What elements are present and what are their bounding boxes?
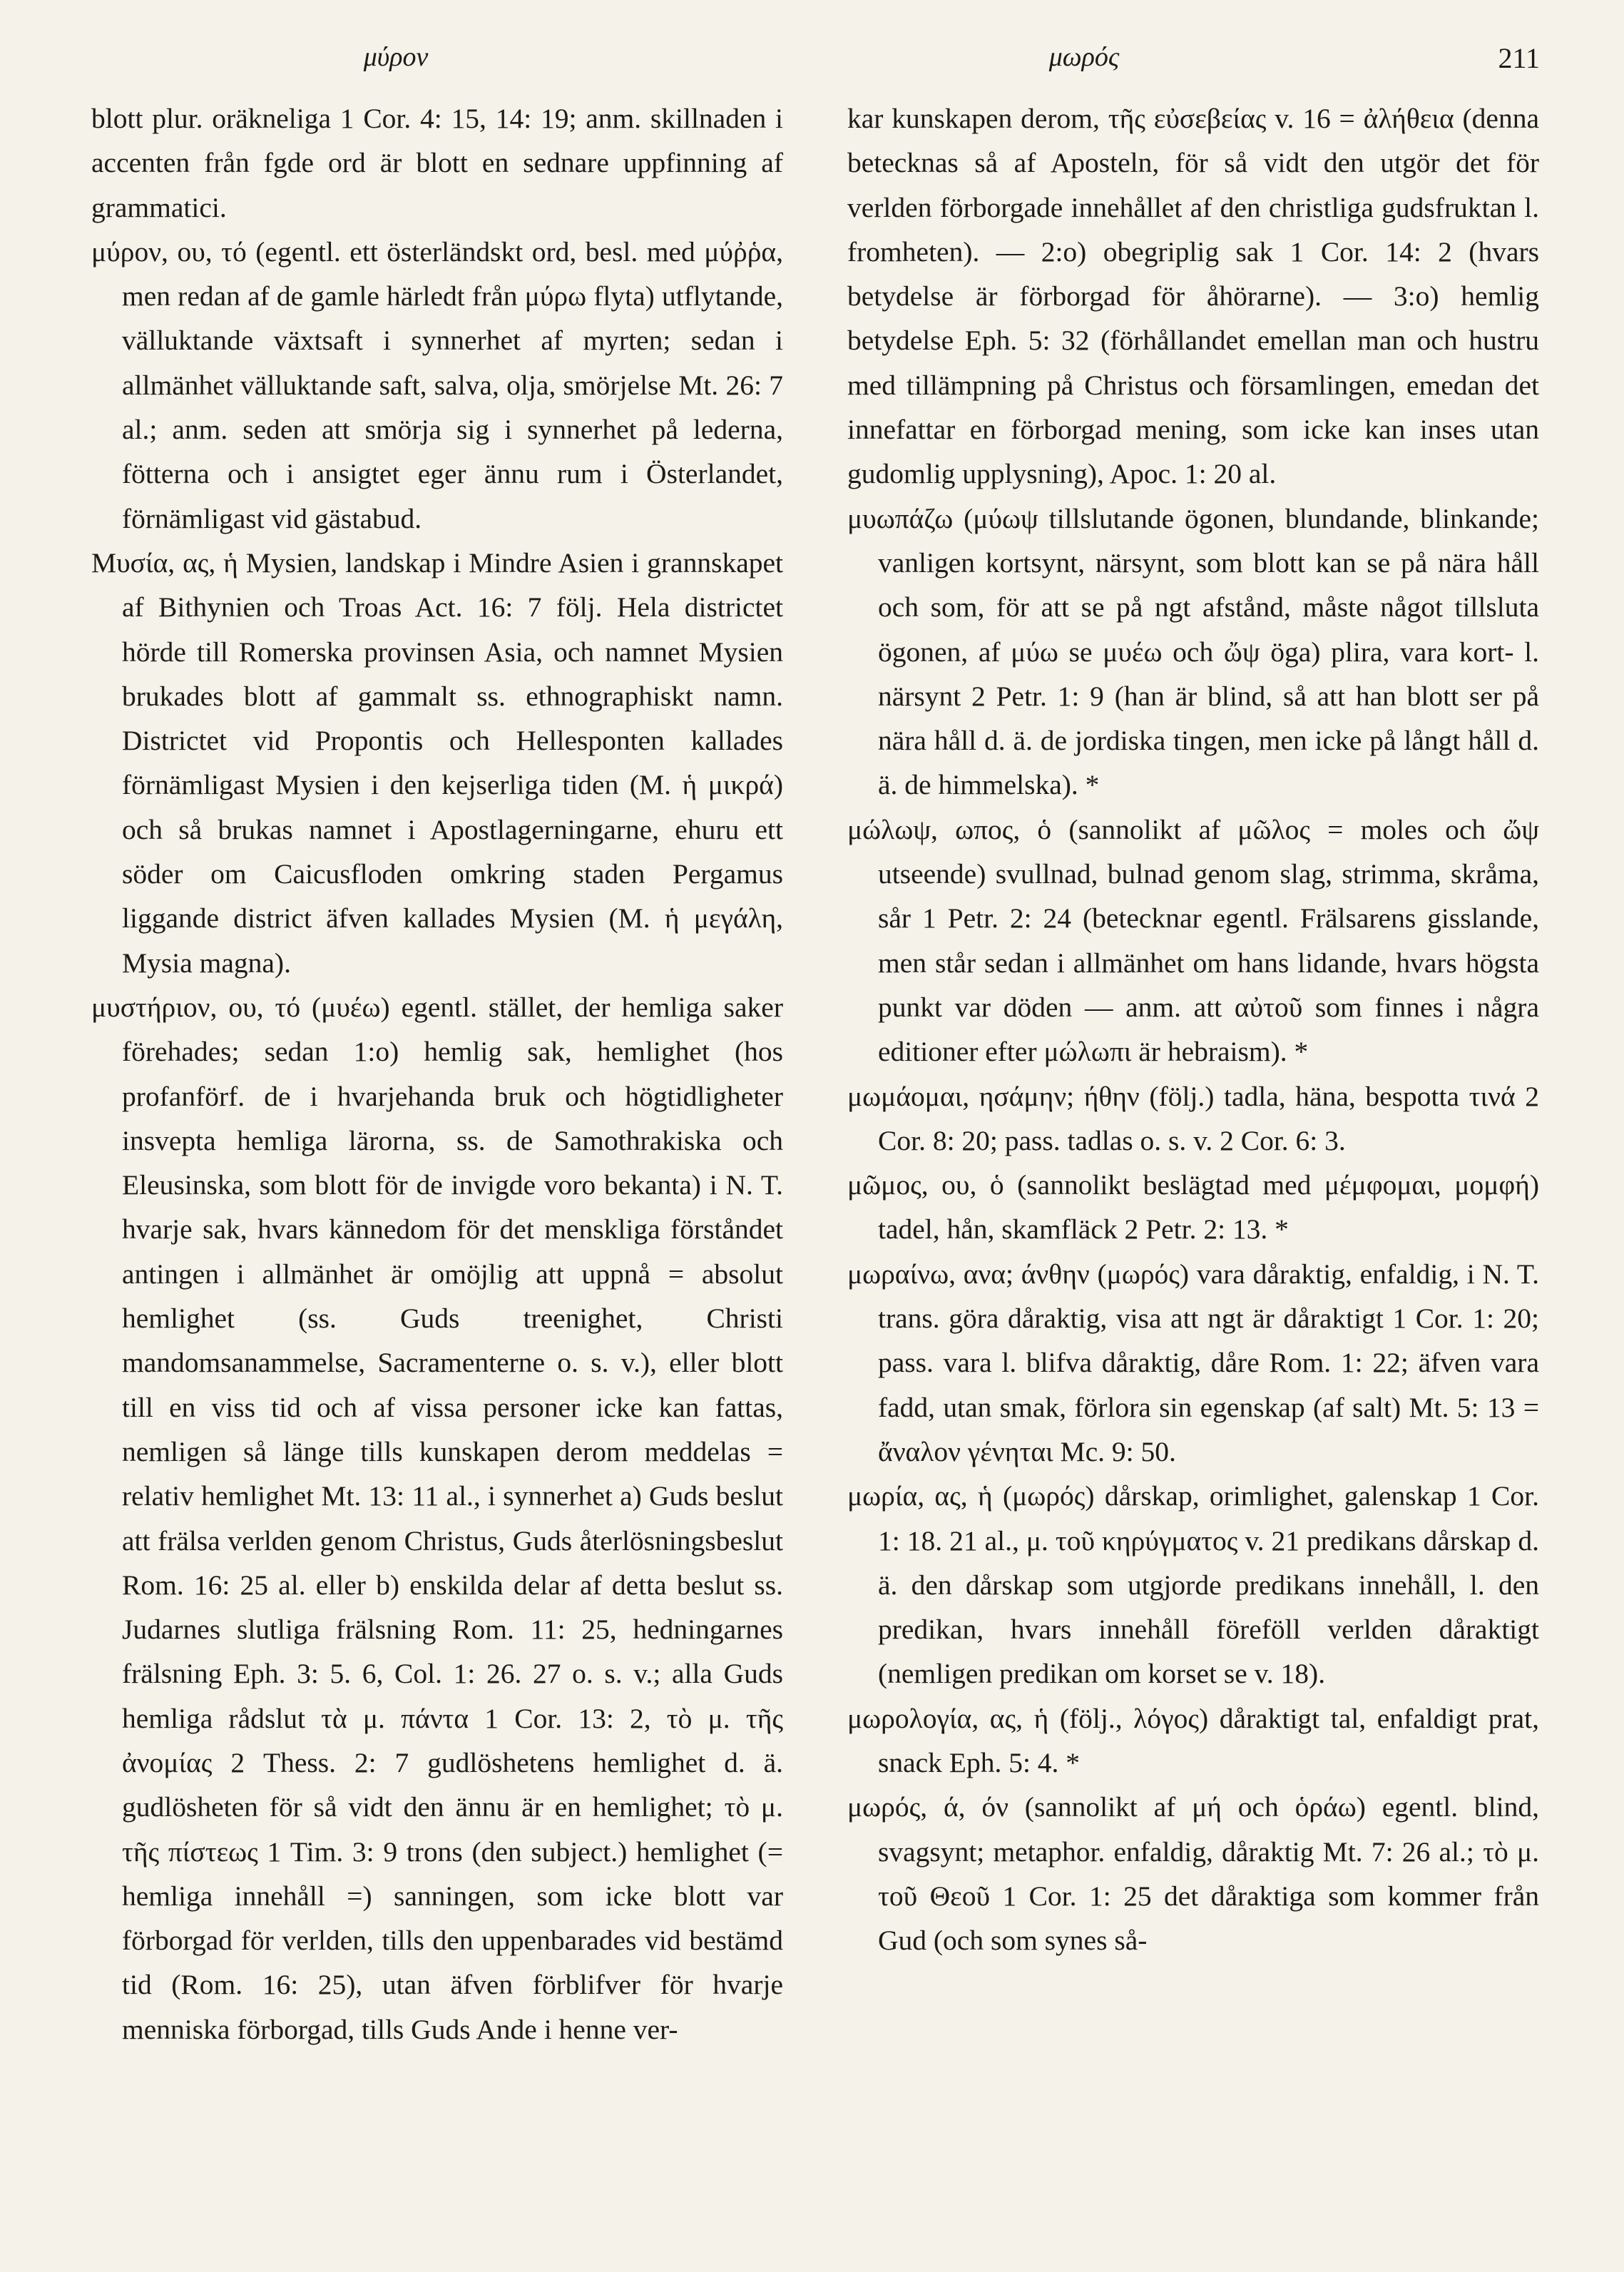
entry-moros: μωρός, ά, όν (sannolikt af μή och ὁράω) egentl. blind, svagsynt; metaphor. enfaldig, dåraktig Mt. 7: 26 al.; τὸ μ. τοῦ Θεοῦ 1 Cor. 1: 25 det dåraktiga som kommer från Gud (och som synes så- [847, 1791, 1539, 1957]
entry-continuation: blott plur. oräkneliga 1 Cor. 4: 15, 14: 19; anm. skillnaden i accenten från fgde ord är blott en sednare uppfinning af grammatici. [91, 103, 783, 223]
entry-mysterion: μυστήριον, ου, τό (μυέω) egentl. stället, der hemliga saker förehades; sedan 1:o) hemlig sak, hemlighet (hos profanförf. de i hvarjehanda bruk och högtidligheter insvepta hemliga lärorna, ss. de Samothrakiska och Eleusinska, som blott för de invigde voro bekanta) i N. T. hvarje sak, hvars kännedom för det menskliga förståndet antingen i allmänhet är omöjlig att uppnå = absolut hemlighet (ss. Guds treenighet, Christi mandomsanammelse, Sacramenterne o. s. v.), eller blott till en viss tid och af vissa personer icke kan fattas, nemligen så länge tills kunskapen derom meddelas = relativ hemlighet Mt. 13: 11 al., i synnerhet a) Guds beslut att frälsa verlden genom Christus, Guds återlösningsbeslut Rom. 16: 25 al. eller b) enskilda delar af detta beslut ss. Judarnes slutliga frälsning Rom. 11: 25, hedningarnes frälsning Eph. 3: 5. 6, Col. 1: 26. 27 o. s. v.; alla Guds hemliga rådslut τὰ μ. πάντα 1 Cor. 13: 2, τὸ μ. τῆς ἀνομίας 2 Thess. 2: 7 gudlöshetens hemlighet d. ä. gudlösheten för så vidt den ännu är en hemlighet; τὸ μ. τῆς πίστεως 1 Tim. 3: 9 trons (den subject.) hemlighet (= hemliga innehåll =) sanningen, som icke blott var förborgad för verlden, tills den uppenbarades vid bestämd tid (Rom. 16: 25), utan äfven förblifver för hvarje menniska förborgad, tills Guds Ande i henne ver- [91, 991, 783, 2045]
entry-continuation: kar kunskapen derom, τῆς εὐσεβείας v. 16 = ἀλήθεια (denna betecknas så af Aposteln, för så vidt den utgör det för verlden förborgade innehållet af den christliga gudsfruktan l. fromheten). — 2:o) obegriplig sak 1 Cor. 14: 2 (hvars betydelse är förborgad för åhörarne). — 3:o) hemlig betydelse Eph. 5: 32 (förhållandet emellan man och hustru med tillämpning på Christus och församlingen, emedan det innefattar en förborgad mening, som icke kan inses utan gudomlig upplysning), Apoc. 1: 20 al. [847, 103, 1539, 490]
entry-moraino: μωραίνω, ανα; άνθην (μωρός) vara dåraktig, enfaldig, i N. T. trans. göra dåraktig, visa att ngt är dåraktigt 1 Cor. 1: 20; pass. vara l. blifva dåraktig, dåre Rom. 1: 22; äfven vara fadd, utan smak, förlora sin egenskap (af salt) Mt. 5: 13 = ἄναλον γένηται Mc. 9: 50. [847, 1258, 1539, 1467]
entry-myron: μύρον, ου, τό (egentl. ett österländskt ord, besl. med μύῤῥα, men redan af de gamle härledt från μύρω flyta) utflytande, välluktande växtsaft i synnerhet af myrten; sedan i allmänhet välluktande saft, salva, olja, smörjelse Mt. 26: 7 al.; anm. seden att smörja sig i synnerhet på lederna, fötterna och i ansigtet eger ännu rum i Österlandet, förnämligast vid gästabud. [91, 235, 783, 534]
running-head-right: μωρός [1048, 42, 1120, 72]
entry-momos: μῶμος, ου, ὁ (sannolikt beslägtad med μέμφομαι, μομφή) tadel, hån, skamfläck 2 Petr. 2: 13. * [847, 1169, 1539, 1245]
entry-mysia: Μυσία, ας, ἡ Mysien, landskap i Mindre Asien i grannskapet af Bithynien och Troas Act. 16: 7 följ. Hela districtet hörde till Romerska provinsen Asia, och namnet Mysien brukades blott af gammalt ss. ethnographiskt namn. Districtet vid Propontis och Hellesponten kallades förnämligast Mysien i den kejserliga tiden (M. ἡ μικρά) och så brukas namnet i Apostlagerningarne, ehuru ett söder om Caicusfloden omkring staden Pergamus liggande district äfven kallades Mysien (M. ἡ μεγάλη, Mysia magna). [91, 546, 783, 979]
page-number: 211 [1498, 42, 1540, 74]
entry-momaomai: μωμάομαι, ησάμην; ήθην (följ.) tadla, häna, bespotta τινά 2 Cor. 8: 20; pass. tadlas o. s. v. 2 Cor. 6: 3. [847, 1080, 1539, 1156]
entry-moria: μωρία, ας, ἡ (μωρός) dårskap, orimlighet, galenskap 1 Cor. 1: 18. 21 al., μ. τοῦ κηρύγματος v. 21 predikans dårskap d. ä. den dårskap som utgjorde predikans innehåll, l. den predikan, hvars innehåll föreföll verlden dåraktigt (nemligen predikan om korset se v. 18). [847, 1480, 1539, 1690]
entry-morologia: μωρολογία, ας, ἡ (följ., λόγος) dåraktigt tal, enfaldigt prat, snack Eph. 5: 4. * [847, 1702, 1539, 1778]
entry-myopazo: μυωπάζω (μύωψ tillslutande ögonen, blundande, blinkande; vanligen kortsynt, närsynt, som blott kan se på nära håll och som, för att se på ngt afstånd, måste något tillsluta ögonen, af μύω se μυέω och ὤψ öga) plira, vara kort- l. närsynt 2 Petr. 1: 9 (han är blind, så att han blott ser på nära håll d. ä. de jordiska tingen, men icke på långt håll d. ä. de himmelska). * [847, 502, 1539, 801]
entry-molops: μώλωψ, ωπος, ὁ (sannolikt af μῶλος = moles och ὤψ utseende) svullnad, bulnad genom slag, strimma, skråma, sår 1 Petr. 2: 24 (betecknar egentl. Frälsarens gisslande, men står sedan i allmänhet om hans lidande, hvars högsta punkt var döden — anm. att αὐτοῦ som finnes i några editioner efter μώλωπι är hebraism). * [847, 813, 1539, 1068]
left-column [91, 96, 783, 2052]
right-column [847, 96, 1539, 1962]
running-head-left: μύρον [363, 42, 429, 72]
